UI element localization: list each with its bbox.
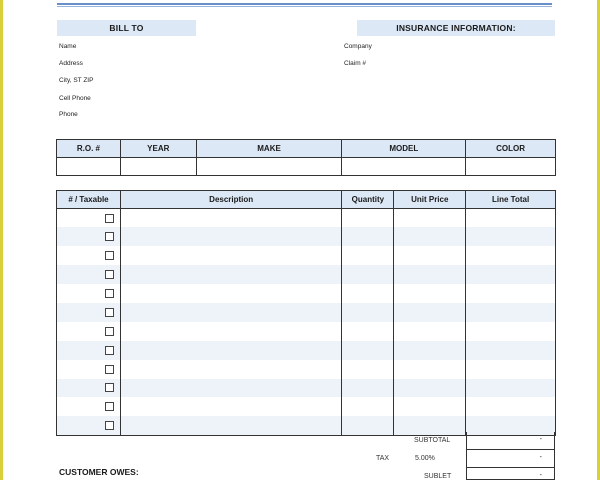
table-row bbox=[57, 322, 556, 341]
taxable-checkbox[interactable] bbox=[105, 251, 114, 260]
line-total-header: Line Total bbox=[466, 191, 556, 209]
color-header: COLOR bbox=[466, 140, 556, 158]
ro-header: R.O. # bbox=[57, 140, 121, 158]
table-row bbox=[57, 379, 556, 398]
tax-label: TAX bbox=[376, 455, 390, 462]
taxable-checkbox[interactable] bbox=[105, 327, 114, 336]
description-header: Description bbox=[120, 191, 341, 209]
taxable-checkbox[interactable] bbox=[105, 421, 114, 430]
model-cell[interactable] bbox=[342, 158, 466, 176]
company-label: Company bbox=[344, 43, 372, 50]
make-header: MAKE bbox=[196, 140, 342, 158]
name-label: Name bbox=[59, 43, 77, 50]
taxable-checkbox[interactable] bbox=[105, 365, 114, 374]
sublet-value[interactable]: - bbox=[466, 468, 555, 480]
table-row bbox=[57, 284, 556, 303]
taxable-checkbox[interactable] bbox=[105, 346, 114, 355]
phone-label: Phone bbox=[59, 111, 78, 118]
subtotal-label: SUBTOTAL bbox=[414, 437, 451, 444]
bill-to-header bbox=[57, 20, 196, 36]
model-header: MODEL bbox=[342, 140, 466, 158]
customer-owes-label: CUSTOMER OWES: bbox=[59, 467, 139, 477]
line-items-table bbox=[56, 190, 556, 436]
table-row bbox=[57, 397, 556, 416]
ro-cell[interactable] bbox=[57, 158, 121, 176]
taxable-checkbox[interactable] bbox=[105, 402, 114, 411]
table-row bbox=[57, 209, 556, 228]
address-label: Address bbox=[59, 60, 83, 67]
unit-price-header: Unit Price bbox=[394, 191, 466, 209]
city-label: City, ST ZIP bbox=[59, 77, 94, 84]
table-row bbox=[57, 303, 556, 322]
taxable-checkbox[interactable] bbox=[105, 383, 114, 392]
quantity-header: Quantity bbox=[342, 191, 394, 209]
year-cell[interactable] bbox=[120, 158, 196, 176]
table-row bbox=[57, 341, 556, 360]
table-row bbox=[57, 246, 556, 265]
table-row bbox=[57, 360, 556, 379]
table-row bbox=[57, 227, 556, 246]
insurance-header bbox=[357, 20, 555, 36]
table-row bbox=[57, 265, 556, 284]
header-rule bbox=[57, 3, 552, 7]
cell-phone-label: Cell Phone bbox=[59, 95, 91, 102]
sublet-label: SUBLET bbox=[424, 473, 452, 480]
subtotal-value[interactable]: - bbox=[466, 432, 555, 450]
taxable-checkbox[interactable] bbox=[105, 232, 114, 241]
taxable-header: # / Taxable bbox=[57, 191, 121, 209]
vehicle-table bbox=[56, 139, 556, 176]
make-cell[interactable] bbox=[196, 158, 342, 176]
insurance-title: INSURANCE INFORMATION: bbox=[396, 23, 516, 33]
tax-value[interactable]: - bbox=[466, 450, 555, 468]
taxable-checkbox[interactable] bbox=[105, 308, 114, 317]
taxable-checkbox[interactable] bbox=[105, 270, 114, 279]
color-cell[interactable] bbox=[466, 158, 556, 176]
taxable-checkbox[interactable] bbox=[105, 214, 114, 223]
bill-to-title: BILL TO bbox=[109, 23, 144, 33]
taxable-checkbox[interactable] bbox=[105, 289, 114, 298]
claim-label: Claim # bbox=[344, 60, 367, 67]
year-header: YEAR bbox=[120, 140, 196, 158]
tax-rate[interactable]: 5.00% bbox=[415, 455, 435, 462]
